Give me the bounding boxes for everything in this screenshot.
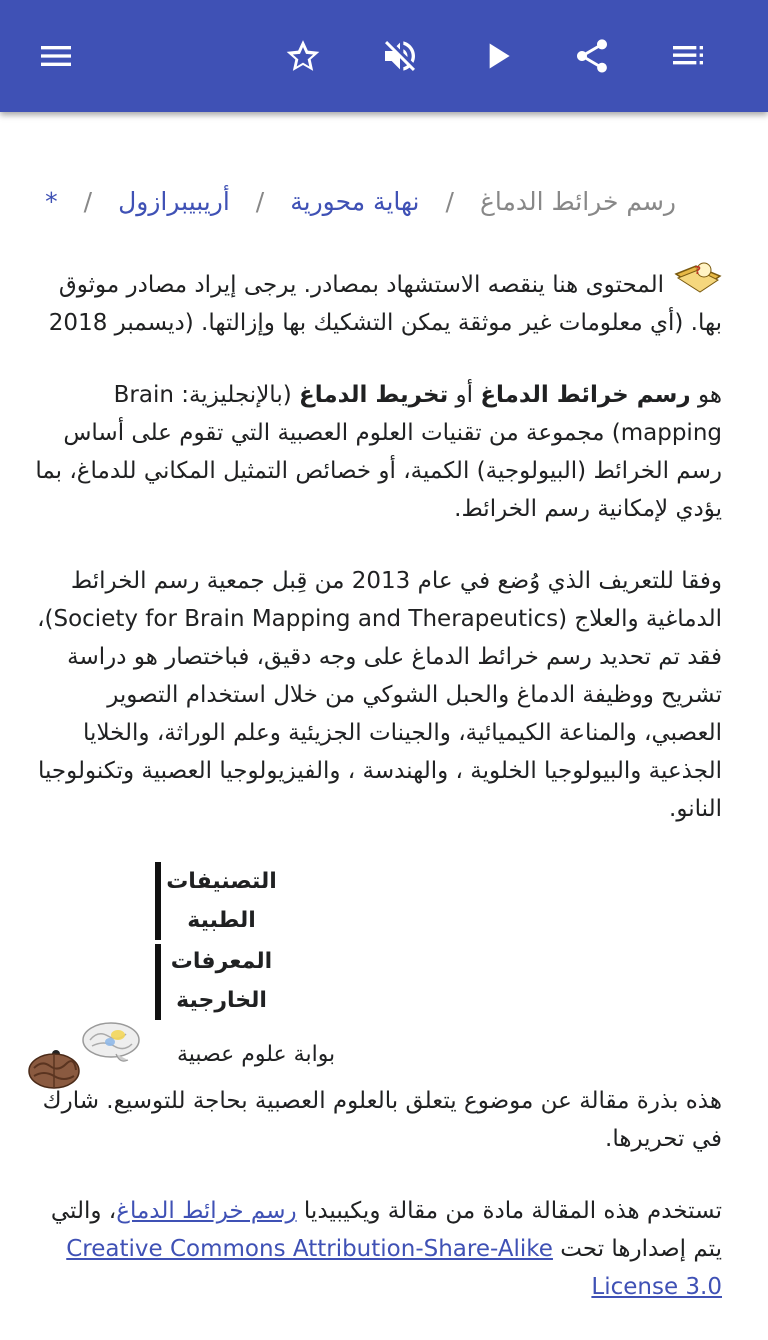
paragraph-1 [32, 376, 722, 528]
p1-or: أو [448, 382, 481, 408]
infobox-label-external: المعرفات الخارجية [170, 949, 273, 1013]
term-brain-charting: تخريط الدماغ [299, 382, 449, 408]
infobox-label-medical: التصنيفات الطبية [166, 869, 277, 933]
star-icon [283, 36, 323, 76]
article-body [32, 266, 722, 1340]
book-icon [674, 260, 722, 296]
notice-text: المحتوى هنا ينقصه الاستشهاد بمصادر. يرجى إيراد مصادر موثوق بها. (أي معلومات غير موثقة يمكن التشكيك بها وإزالتها. (ديسمبر 2018 [48, 272, 722, 336]
breadcrumb-link[interactable]: نهاية محورية [290, 187, 420, 216]
breadcrumb [40, 180, 676, 224]
infobox-value [32, 942, 155, 1022]
breadcrumb-current: رسم خرائط الدماغ [479, 187, 676, 216]
license-notice [32, 1192, 722, 1306]
volume-off-icon [380, 36, 420, 76]
portal-label[interactable]: بوابة علوم عصبية [177, 1042, 336, 1067]
favorite-button[interactable] [275, 28, 331, 84]
breadcrumb-star[interactable]: * [45, 187, 58, 216]
stub-text: هذه بذرة مقالة عن موضوع يتعلق بالعلوم العصبية بحاجة للتوسيع. شارك في تحريرها. [42, 1088, 722, 1152]
share-icon [572, 36, 612, 76]
share-button[interactable] [564, 28, 620, 84]
infobox-row [32, 942, 282, 1022]
license-text: تستخدم هذه المقالة مادة من مقالة ويكيبيديا [296, 1198, 722, 1224]
brain-icon [80, 1020, 142, 1066]
license-link[interactable]: Creative Commons Attribution-Share-Alike License 3.0 [66, 1236, 722, 1300]
portal-item [32, 1032, 722, 1082]
paragraph-2: وفقا للتعريف الذي وُضع في عام 2013 من قِبل جمعية رسم الخرائط الدماغية والعلاج (Society for Brain Mapping and Therapeutics)، فقد تم تحديد رسم خرائط الدماغ على وجه دقيق، فباختصار هو دراسة تشريح ووظيفة الدماغ والحبل الشوكي من خلال استخدام التصوير العصبي، والمناعة الكيميائية، والجينات الجزيئية وعلم الوراثة، والخلايا الجذعية والبيولوجيا الخلوية ، والهندسة ، والفيزيولوجيا العصبية وتكنولوجيا النانو. [37, 568, 722, 822]
source-article-link[interactable]: رسم خرائط الدماغ [116, 1198, 297, 1224]
play-icon [478, 36, 518, 76]
playlist-icon [668, 36, 708, 76]
license-text-mid: ، والتي يتم إصدارها تحت [50, 1198, 722, 1262]
brain-stub-icon [28, 1052, 80, 1090]
mute-button[interactable] [372, 28, 428, 84]
contents-button[interactable] [660, 28, 716, 84]
infobox [32, 862, 282, 1024]
p1-rest: (بالإنجليزية: Brain mapping) مجموعة من تقنيات العلوم العصبية التي تقوم على أساس رسم الخرائط (البيولوجية) الكمية، أو خصائص التمثيل المكاني للدماغ، بما يؤدي لإمكانية رسم الخرائط. [35, 382, 722, 522]
breadcrumb-link[interactable]: أريبيبرازول [118, 187, 230, 216]
infobox-row [32, 862, 282, 942]
menu-icon [36, 36, 76, 76]
menu-button[interactable] [28, 28, 84, 84]
infobox-divider [155, 862, 161, 942]
stub-notice [32, 1082, 722, 1158]
term-brain-mapping: رسم خرائط الدماغ [480, 382, 691, 408]
app-bar [0, 0, 768, 112]
breadcrumb-separator: / [445, 187, 454, 216]
citation-notice [32, 266, 722, 342]
p1-text: هو [690, 382, 722, 408]
play-button[interactable] [470, 28, 526, 84]
infobox-value [32, 862, 155, 942]
infobox-divider [155, 942, 161, 1022]
breadcrumb-separator: / [255, 187, 265, 216]
svg-text:?: ? [694, 264, 701, 277]
breadcrumb-separator: / [83, 187, 93, 216]
